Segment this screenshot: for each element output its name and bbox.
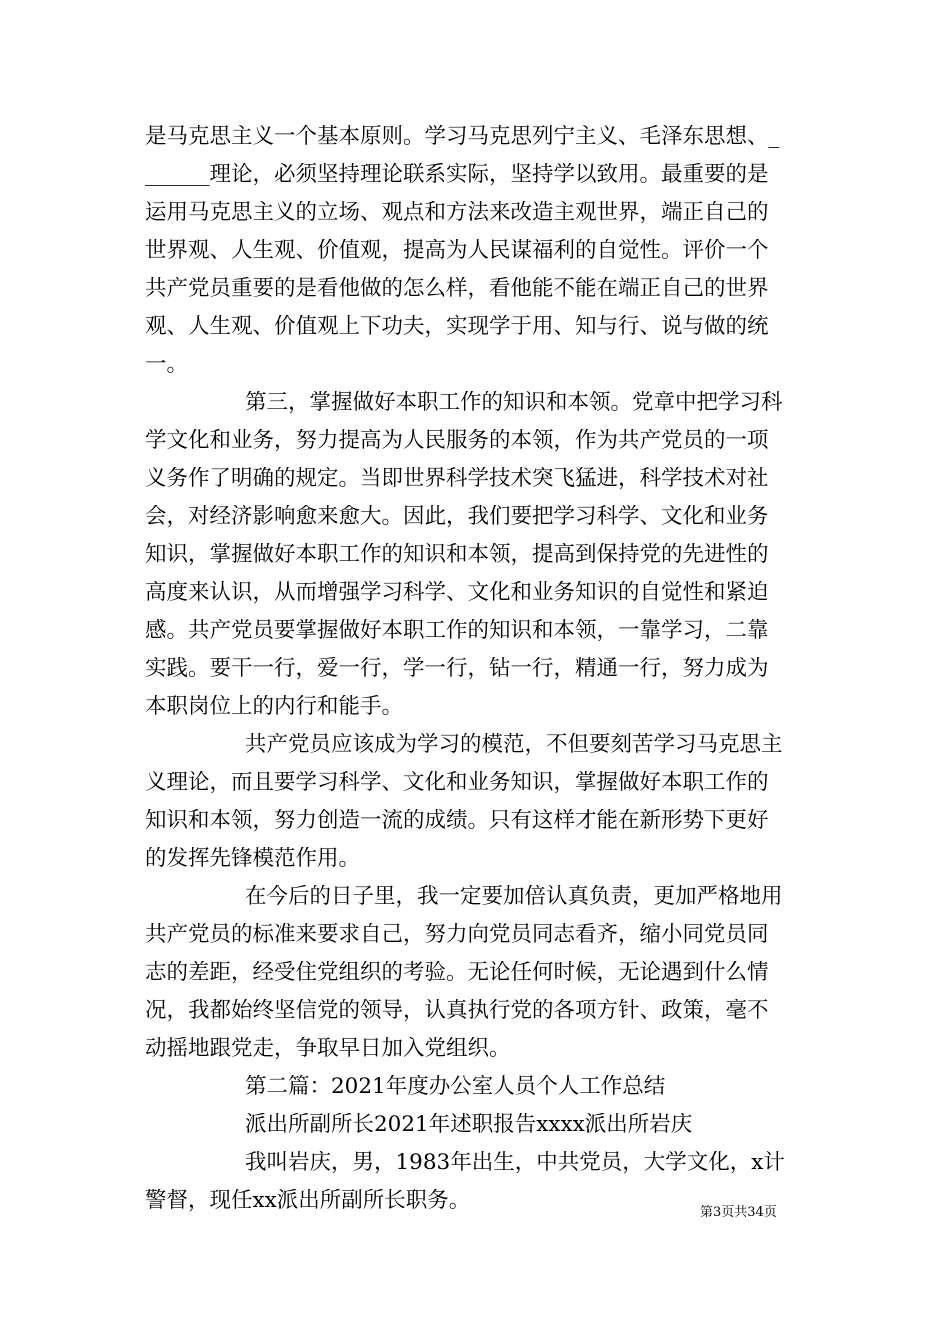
text-line: 一。 <box>145 353 189 377</box>
text-line: 义务作了明确的规定。当即世界科学技术突飞猛进，科学技术对社 <box>145 467 769 491</box>
text-line: 学文化和业务，努力提高为人民服务的本领，作为共产党员的一项 <box>145 429 769 453</box>
text-line: 共产党员重要的是看他做的怎么样，看他能不能在端正自己的世界 <box>145 277 769 301</box>
page-number: 第3页共34页 <box>700 1205 777 1220</box>
text-line: 知识和本领，努力创造一流的成绩。只有这样才能在新形势下更好 <box>145 809 769 833</box>
text-line: 知识，掌握做好本职工作的知识和本领，提高到保持党的先进性的 <box>145 543 769 567</box>
section-title: 第二篇：2021年度办公室人员个人工作总结 <box>245 1075 666 1099</box>
text-line: 本职岗位上的内行和能手。 <box>145 695 404 719</box>
text-line: 世界观、人生观、价值观，提高为人民谋福利的自觉性。评价一个 <box>145 239 769 263</box>
text-line: 动摇地跟党走，争取早日加入党组织。 <box>145 1037 511 1061</box>
paragraph-start-line: 共产党员应该成为学习的模范，不但要刻苦学习马克思主 <box>245 733 783 757</box>
paragraph-start-line: 在今后的日子里，我一定要加倍认真负责，更加严格地用 <box>245 885 783 909</box>
text-line: 感。共产党员要掌握做好本职工作的知识和本领，一靠学习，二靠 <box>145 619 769 643</box>
text-line: 志的差距，经受住党组织的考验。无论任何时候，无论遇到什么情 <box>145 961 769 985</box>
text-line: 运用马克思主义的立场、观点和方法来改造主观世界，端正自己的 <box>145 201 769 225</box>
text-line: 义理论，而且要学习科学、文化和业务知识，掌握做好本职工作的 <box>145 771 769 795</box>
report-title: 派出所副所长2021年述职报告xxxx派出所岩庆 <box>245 1113 693 1137</box>
paragraph-start-line: 我叫岩庆，男，1983年出生，中共党员，大学文化，x计 <box>245 1151 785 1175</box>
text-line: 警督，现任xx派出所副所长职务。 <box>145 1189 471 1213</box>
text-line: ______理论，必须坚持理论联系实际，坚持学以致用。最重要的是 <box>145 163 769 187</box>
text-line: 是马克思主义一个基本原则。学习马克思列宁主义、毛泽东思想、_ <box>145 125 780 149</box>
text-line: 观、人生观、价值观上下功夫，实现学于用、知与行、说与做的统 <box>145 315 769 339</box>
text-line: 共产党员的标准来要求自己，努力向党员同志看齐，缩小同党员同 <box>145 923 769 947</box>
text-line: 况，我都始终坚信党的领导，认真执行党的各项方针、政策，毫不 <box>145 999 769 1023</box>
text-line: 的发挥先锋模范作用。 <box>145 847 361 871</box>
text-line: 会，对经济影响愈来愈大。因此，我们要把学习科学、文化和业务 <box>145 505 769 529</box>
paragraph-start-line: 第三，掌握做好本职工作的知识和本领。党章中把学习科 <box>245 391 783 415</box>
text-line: 高度来认识，从而增强学习科学、文化和业务知识的自觉性和紧迫 <box>145 581 769 605</box>
text-line: 实践。要干一行，爱一行，学一行，钻一行，精通一行，努力成为 <box>145 657 769 681</box>
